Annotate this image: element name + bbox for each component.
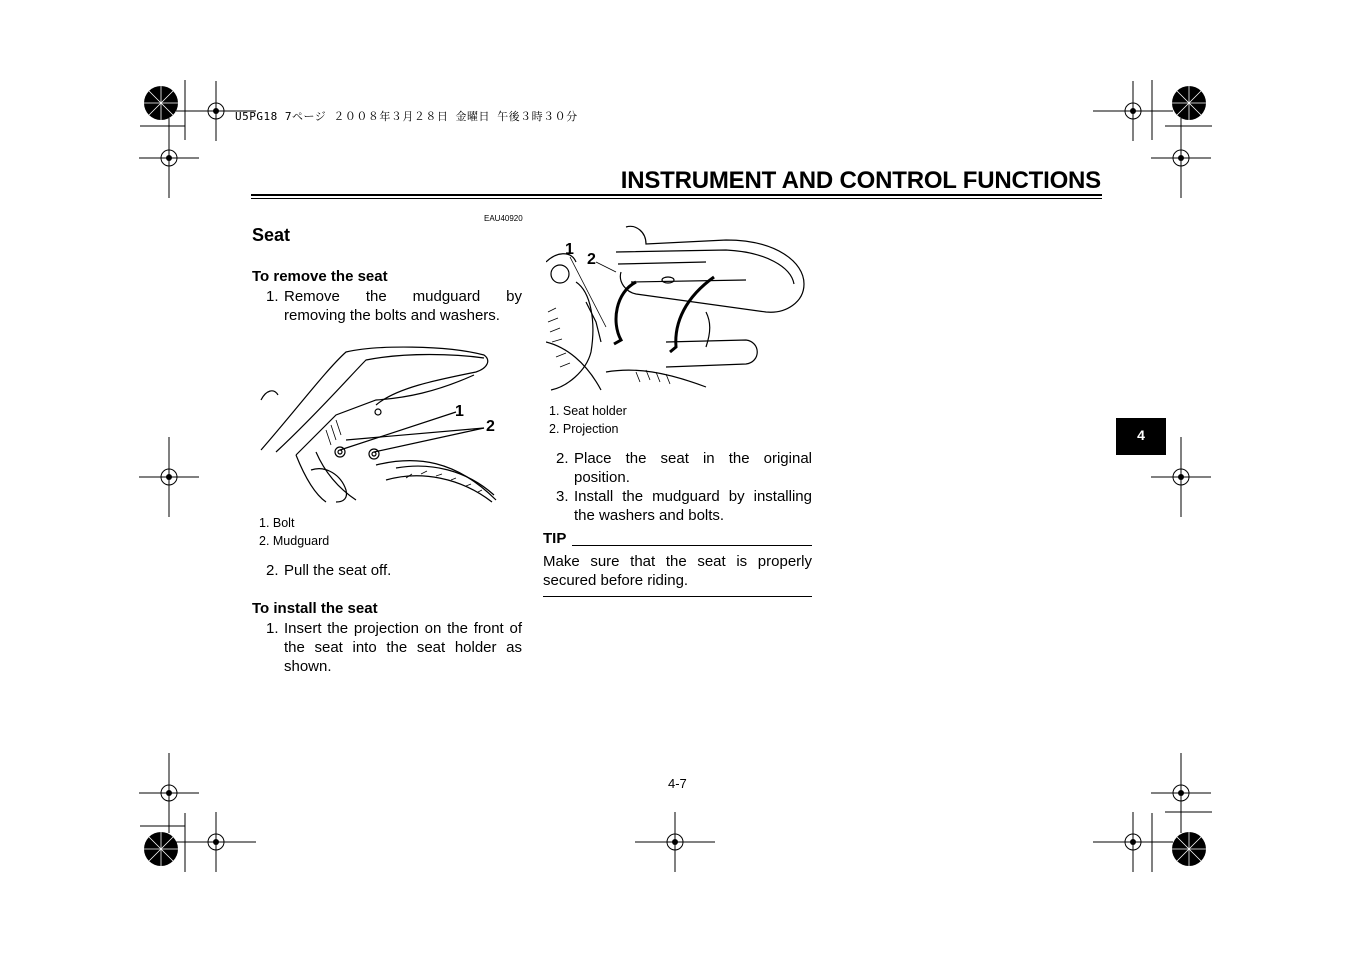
page-number: 4-7 bbox=[668, 776, 687, 791]
step-number: 1. bbox=[266, 620, 279, 637]
caption-2: 2. Projection bbox=[549, 422, 619, 436]
figure-label-2: 2 bbox=[486, 418, 495, 435]
mudguard-illustration bbox=[256, 340, 504, 505]
remove-heading: To remove the seat bbox=[252, 268, 388, 285]
tip-text: Make sure that the seat is properly secured before riding. bbox=[543, 553, 812, 589]
step-number: 2. bbox=[266, 562, 279, 579]
step-number: 2. bbox=[556, 450, 569, 467]
figure-label-1: 1 bbox=[455, 403, 464, 420]
title-rule-thin bbox=[251, 198, 1102, 199]
step-text: Pull the seat off. bbox=[284, 562, 392, 579]
tip-end-rule bbox=[543, 596, 812, 597]
caption-1: 1. Seat holder bbox=[549, 404, 627, 418]
step-text: Remove the mudguard by removing the bolts and washers. bbox=[284, 288, 522, 324]
figure-label-2: 2 bbox=[587, 251, 596, 268]
section-code: EAU40920 bbox=[484, 214, 523, 223]
install-step-3 bbox=[556, 487, 812, 527]
remove-step-2 bbox=[266, 561, 522, 581]
page-title: INSTRUMENT AND CONTROL FUNCTIONS bbox=[620, 167, 1101, 194]
figure-label-1: 1 bbox=[565, 241, 574, 258]
install-step-2 bbox=[556, 449, 812, 489]
step-text: Insert the projection on the front of the seat into the seat holder as shown. bbox=[284, 620, 522, 675]
seat-holder-illustration bbox=[546, 222, 808, 392]
tip-label: TIP bbox=[543, 530, 567, 547]
install-step-1 bbox=[266, 619, 522, 679]
step-text: Place the seat in the original position. bbox=[574, 450, 812, 486]
caption-1: 1. Bolt bbox=[259, 516, 295, 530]
section-heading: Seat bbox=[252, 225, 291, 245]
caption-2: 2. Mudguard bbox=[259, 534, 330, 548]
tip-rule bbox=[572, 545, 812, 546]
step-number: 1. bbox=[266, 288, 279, 305]
step-text: Install the mudguard by installing the washers and bolts. bbox=[574, 488, 812, 524]
install-heading: To install the seat bbox=[252, 600, 378, 617]
step-number: 3. bbox=[556, 488, 569, 505]
remove-step-1 bbox=[266, 287, 522, 327]
title-rule bbox=[251, 194, 1102, 196]
printer-info-line: U5PG18 7ページ ２００８年３月２８日 金曜日 午後３時３０分 bbox=[235, 110, 578, 123]
chapter-tab: 4 bbox=[1116, 418, 1166, 455]
